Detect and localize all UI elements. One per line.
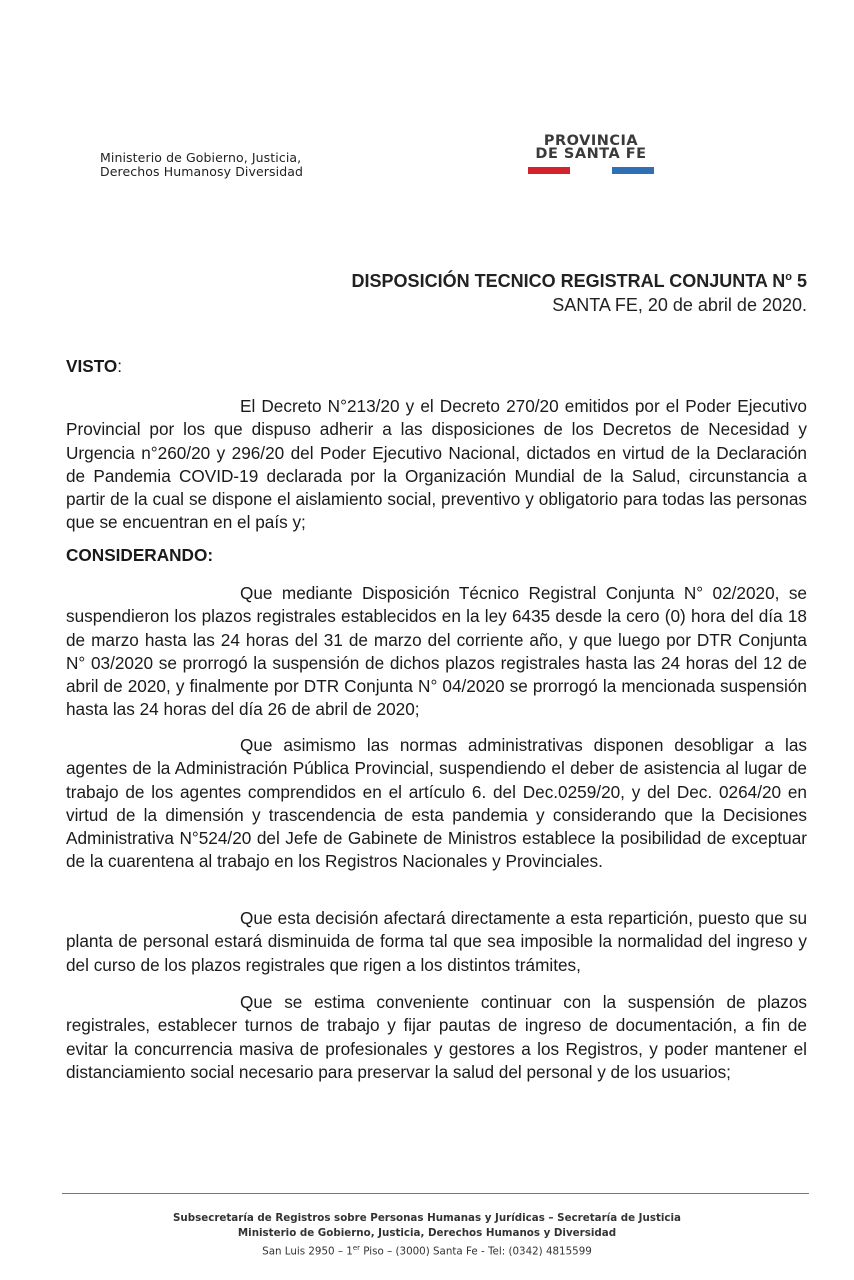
footer-address: San Luis 2950 – 1 — [262, 1245, 353, 1258]
title-text: DISPOSICIÓN TECNICO REGISTRAL CONJUNTA N — [351, 271, 786, 291]
visto-label: VISTO — [66, 356, 118, 376]
footer-line-2: Ministerio de Gobierno, Justicia, Derechos Humanos y Diversidad — [237, 1227, 617, 1239]
considerando-paragraph-3-block — [66, 907, 807, 977]
considerando-paragraph-4-block — [66, 991, 807, 1084]
logo-bars — [528, 167, 654, 174]
footer-contact: Piso – (3000) Santa Fe - Tel: (0342) 4815599 — [360, 1245, 592, 1258]
visto-heading — [66, 356, 122, 377]
visto-section — [66, 395, 807, 535]
considerando-paragraph: Que esta decisión afectará directamente a esta repartición, puesto que su planta de personal estará disminuida de forma tal que sea imposible la normalidad del ingreso y del curso de los plazos registrales que rigen a los distintos trámites, — [66, 908, 807, 975]
logo-red-bar — [528, 167, 570, 174]
considerando-paragraph-1-block — [66, 582, 807, 722]
considerando-paragraph-2-block — [66, 734, 807, 874]
footer-superscript: er — [352, 1244, 361, 1252]
visto-paragraph: El Decreto N°213/20 y el Decreto 270/20 emitidos por el Poder Ejecutivo Provincial por los que dispuso adherir a las disposiciones de los Decretos de Necesidad y Urgencia n°260/20 y 296/20 del Poder Ejecutivo Nacional, dictados en virtud de la Declaración de Pandemia COVID-19 declarada por la Organización Mundial de la Salud, circunstancia a partir de la cual se dispone el aislamiento social, preventivo y obligatorio para todas las personas que se encuentran en el país y; — [66, 396, 807, 533]
logo-line-2: DE SANTA FE — [535, 146, 647, 162]
logo-line-1: PROVINCIA — [543, 133, 639, 149]
considerando-heading: CONSIDERANDO: — [66, 545, 214, 565]
footer-line-3 — [0, 1241, 854, 1259]
ministry-line-2: Derechos Humanosy Diversidad — [100, 164, 304, 179]
logo-text — [528, 135, 654, 161]
title-number: 5 — [791, 271, 807, 291]
footer-line-1: Subsecretaría de Registros sobre Personas Humanas y Jurídicas – Secretaría de Justicia — [172, 1212, 682, 1224]
logo-blue-bar — [612, 167, 654, 174]
disposition-date: SANTA FE, 20 de abril de 2020. — [552, 295, 807, 315]
considerando-paragraph: Que asimismo las normas administrativas disponen desobligar a las agentes de la Administración Pública Provincial, suspendiendo el deber de asistencia al lugar de trabajo de los agentes comprendidos en el artículo 6. del Dec.0259/20, y del Dec. 0264/20 en virtud de la dimensión y trascendencia de esta pandemia y considerando que la Decisiones Administrativa N°524/20 del Jefe de Gabinete de Ministros establece la posibilidad de exceptuar de la cuarentena al trabajo en los Registros Nacionales y Provinciales. — [66, 735, 807, 872]
province-logo — [528, 135, 654, 174]
page-footer — [0, 1211, 854, 1259]
visto-colon: : — [117, 356, 123, 376]
title-superscript: o — [785, 271, 792, 283]
considerando-paragraph: Que mediante Disposición Técnico Registral Conjunta N° 02/2020, se suspendieron los plazos registrales establecidos en la ley 6435 desde la cero (0) hora del día 18 de marzo hasta las 24 horas del 31 de marzo del corriente año, y que luego por DTR Conjunta N° 03/2020 se prorrogó la suspensión de dichos plazos registrales hasta las 24 horas del 12 de abril de 2020, y finalmente por DTR Conjunta N° 04/2020 se prorrogó la mencionada suspensión hasta las 24 horas del día 26 de abril de 2020; — [66, 583, 807, 720]
footer-divider — [62, 1193, 809, 1194]
disposition-title — [352, 271, 807, 292]
ministry-line-1: Ministerio de Gobierno, Justicia, — [100, 150, 302, 165]
considerando-paragraph: Que se estima conveniente continuar con la suspensión de plazos registrales, establecer turnos de trabajo y fijar pautas de ingreso de documentación, a fin de evitar la concurrencia masiva de profesionales y gestores a los Registros, y poder mantener el distanciamiento social necesario para preservar la salud del personal y de los usuarios; — [66, 992, 807, 1082]
ministry-header — [100, 151, 303, 179]
